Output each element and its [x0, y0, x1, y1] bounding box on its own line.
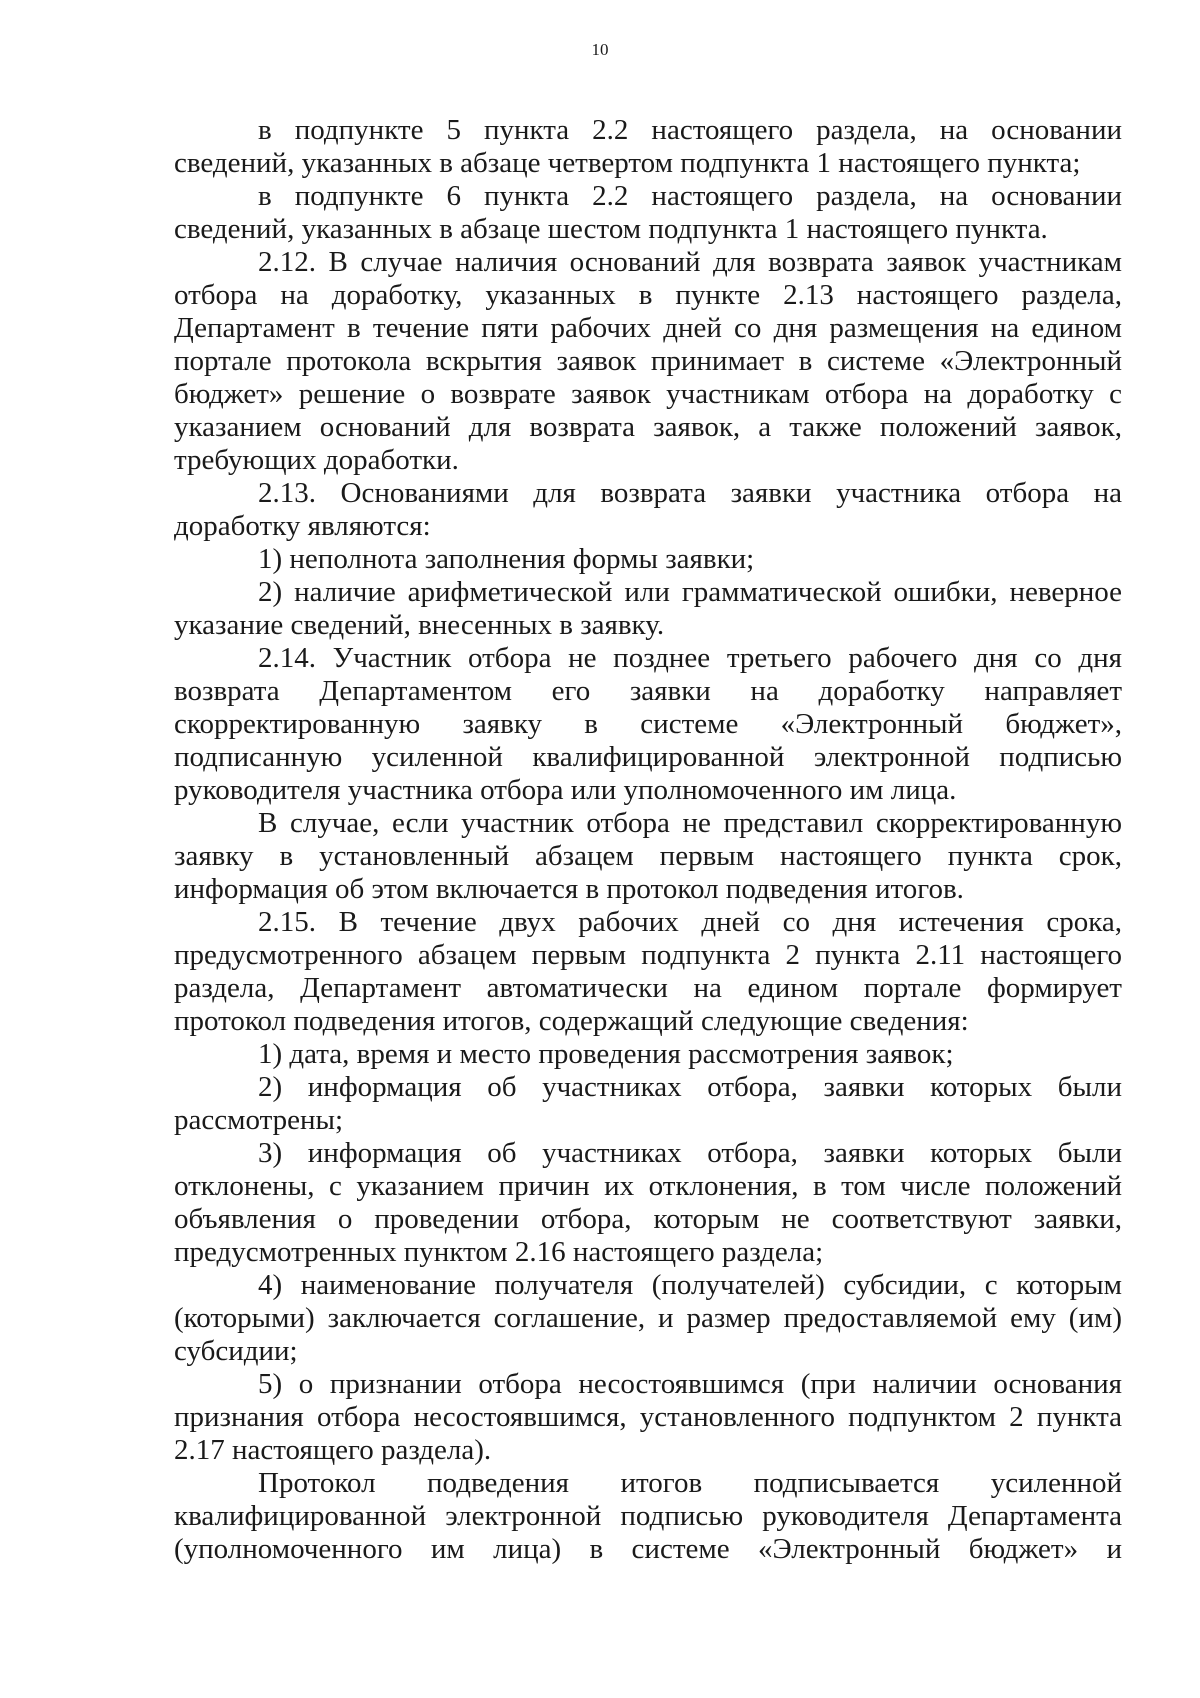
list-item-failed-selection: 5) о признании отбора несостоявшимся (при наличии основания признания отбора несостоявшимся, установленного подпунктом 2 пункта 2.17 настоящего раздела).	[174, 1368, 1122, 1466]
page-number: 10	[591, 40, 609, 59]
paragraph-2-12: 2.12. В случае наличия оснований для возврата заявок участникам отбора на доработку, указанных в пункте 2.13 настоящего раздела, Департамент в течение пяти рабочих дней со дня размещения на едином портале протокола вскрытия заявок принимает в системе «Электронный бюджет» решение о возврате заявок участникам отбора на доработку с указанием оснований для возврата заявок, а также положений заявок, требующих доработки.	[174, 246, 1122, 476]
paragraph-2-14: 2.14. Участник отбора не позднее третьего рабочего дня со дня возврата Департаментом его заявки на доработку направляет скорректированную заявку в системе «Электронный бюджет», подписанную усиленной квалифицированной электронной подписью руководителя участника отбора или уполномоченного им лица.	[174, 642, 1122, 806]
list-item-reviewed-participants: 2) информация об участниках отбора, заявки которых были рассмотрены;	[174, 1071, 1122, 1136]
list-item-errors: 2) наличие арифметической или грамматической ошибки, неверное указание сведений, внесенных в заявку.	[174, 576, 1122, 641]
paragraph-not-submitted: В случае, если участник отбора не представил скорректированную заявку в установленный абзацем первым настоящего пункта срок, информация об этом включается в протокол подведения итогов.	[174, 807, 1122, 905]
list-item-recipients: 4) наименование получателя (получателей) субсидии, с которым (которыми) заключается соглашение, и размер предоставляемой ему (им) субсидии;	[174, 1269, 1122, 1367]
paragraph-protocol-signature: Протокол подведения итогов подписывается усиленной квалифицированной электронной подписью руководителя Департамента (уполномоченного им лица) в системе «Электронный бюджет» и	[174, 1467, 1122, 1565]
paragraph-2-15: 2.15. В течение двух рабочих дней со дня истечения срока, предусмотренного абзацем первым подпункта 2 пункта 2.11 настоящего раздела, Департамент автоматически на едином портале формирует протокол подведения итогов, содержащий следующие сведения:	[174, 906, 1122, 1037]
list-item-rejected-participants: 3) информация об участниках отбора, заявки которых были отклонены, с указанием причин их отклонения, в том числе положений объявления о проведении отбора, которым не соответствуют заявки, предусмотренных пунктом 2.16 настоящего раздела;	[174, 1137, 1122, 1268]
paragraph-subpoint-6: в подпункте 6 пункта 2.2 настоящего раздела, на основании сведений, указанных в абзаце шестом подпункта 1 настоящего пункта.	[174, 180, 1122, 245]
list-item-incomplete-form: 1) неполнота заполнения формы заявки;	[258, 543, 755, 575]
list-item-date-time-place: 1) дата, время и место проведения рассмотрения заявок;	[258, 1038, 954, 1070]
paragraph-subpoint-5: в подпункте 5 пункта 2.2 настоящего раздела, на основании сведений, указанных в абзаце четвертом подпункта 1 настоящего пункта;	[174, 114, 1122, 179]
paragraph-2-13: 2.13. Основаниями для возврата заявки участника отбора на доработку являются:	[174, 477, 1122, 542]
document-body	[174, 114, 1122, 1566]
